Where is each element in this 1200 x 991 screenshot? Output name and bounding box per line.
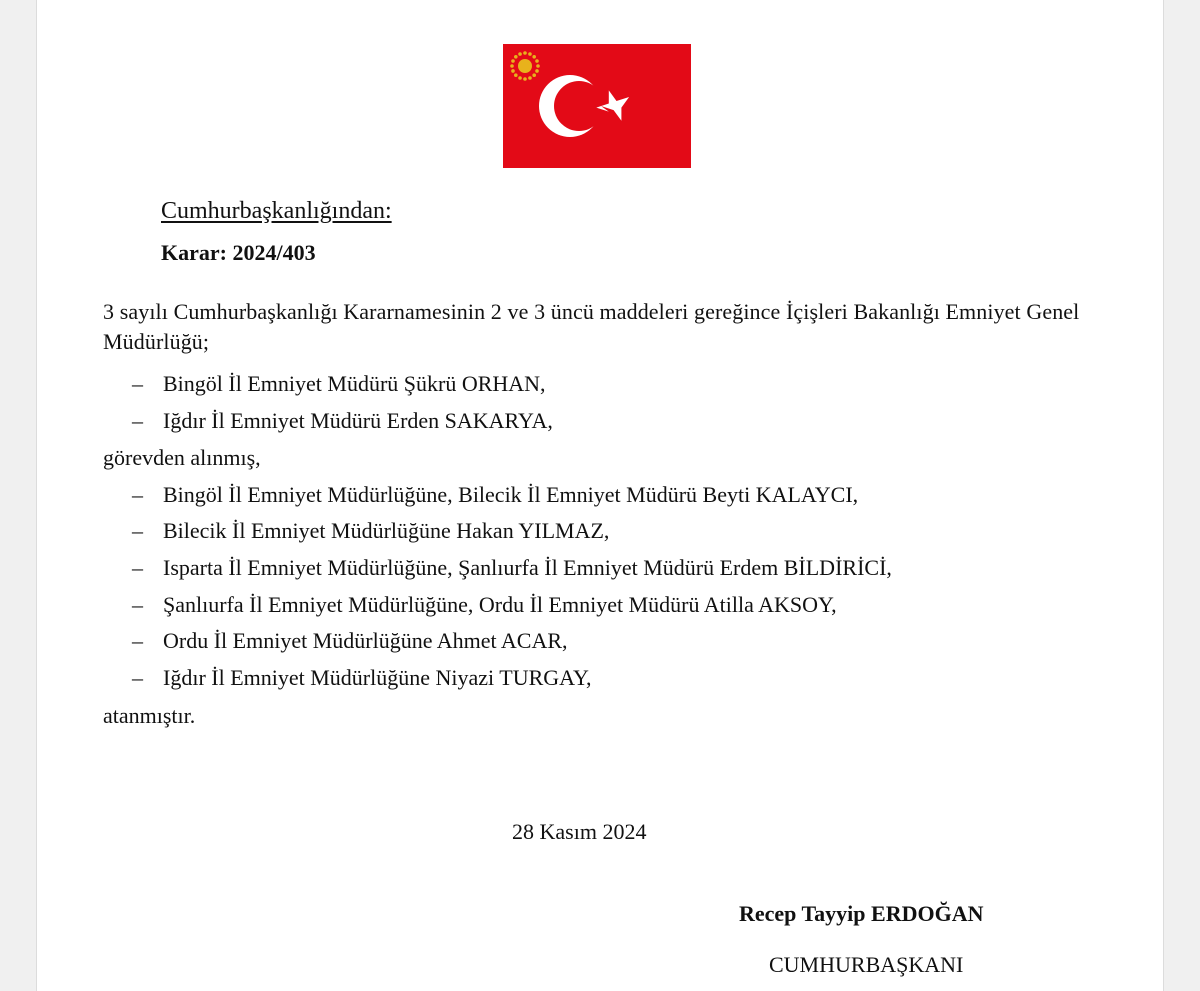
list-dash: – bbox=[132, 592, 143, 617]
list-dash: – bbox=[132, 518, 143, 543]
intro-paragraph: 3 sayılı Cumhurbaşkanlığı Kararnamesinin 2 ve 3 üncü maddeleri gereğince İçişleri Bakanlığı Emniyet Genel Müdürlüğü; bbox=[103, 299, 1080, 354]
dismissed-item: Iğdır İl Emniyet Müdürü Erden SAKARYA, bbox=[163, 408, 553, 433]
seal-star bbox=[514, 55, 518, 59]
seal-star bbox=[528, 52, 532, 56]
page-margin-right bbox=[1163, 0, 1200, 991]
seal-star bbox=[523, 51, 527, 55]
decision-number: Karar: 2024/403 bbox=[161, 240, 316, 265]
crescent-inner bbox=[554, 81, 604, 131]
decision-date: 28 Kasım 2024 bbox=[512, 819, 647, 844]
page-margin-left bbox=[0, 0, 37, 991]
appointed-suffix: atanmıştır. bbox=[103, 703, 196, 728]
issuer-heading: Cumhurbaşkanlığından: bbox=[161, 198, 392, 224]
seal-star bbox=[535, 59, 539, 63]
list-dash: – bbox=[132, 371, 143, 396]
seal-star bbox=[523, 77, 527, 81]
seal-star bbox=[510, 64, 514, 68]
dismissed-suffix: görevden alınmış, bbox=[103, 445, 261, 470]
appointed-item: Bilecik İl Emniyet Müdürlüğüne Hakan YILMAZ, bbox=[163, 518, 610, 543]
document-page bbox=[37, 0, 1163, 991]
appointed-item: Şanlıurfa İl Emniyet Müdürlüğüne, Ordu İl Emniyet Müdürü Atilla AKSOY, bbox=[163, 592, 837, 617]
appointed-item: Iğdır İl Emniyet Müdürlüğüne Niyazi TURGAY, bbox=[163, 665, 592, 690]
dismissed-item: Bingöl İl Emniyet Müdürü Şükrü ORHAN, bbox=[163, 371, 546, 396]
seal-star bbox=[532, 73, 536, 77]
seal-star bbox=[532, 55, 536, 59]
seal-sun bbox=[518, 59, 532, 73]
list-dash: – bbox=[132, 408, 143, 433]
seal-star bbox=[518, 52, 522, 56]
appointed-item: Bingöl İl Emniyet Müdürlüğüne, Bilecik İl Emniyet Müdürü Beyti KALAYCI, bbox=[163, 482, 859, 507]
seal-star bbox=[535, 69, 539, 73]
list-dash: – bbox=[132, 482, 143, 507]
signatory-name: Recep Tayyip ERDOĞAN bbox=[739, 901, 984, 926]
appointed-item: Isparta İl Emniyet Müdürlüğüne, Şanlıurfa İl Emniyet Müdürü Erdem BİLDİRİCİ, bbox=[163, 555, 892, 580]
seal-star bbox=[518, 76, 522, 80]
signatory-title: CUMHURBAŞKANI bbox=[769, 952, 964, 977]
appointed-item: Ordu İl Emniyet Müdürlüğüne Ahmet ACAR, bbox=[163, 628, 568, 653]
seal-star bbox=[514, 73, 518, 77]
list-dash: – bbox=[132, 628, 143, 653]
list-dash: – bbox=[132, 665, 143, 690]
seal-star bbox=[536, 64, 540, 68]
seal-star bbox=[511, 59, 515, 63]
seal-star bbox=[511, 69, 515, 73]
turkish-presidential-flag-icon bbox=[503, 44, 691, 168]
list-dash: – bbox=[132, 555, 143, 580]
seal-star bbox=[528, 76, 532, 80]
